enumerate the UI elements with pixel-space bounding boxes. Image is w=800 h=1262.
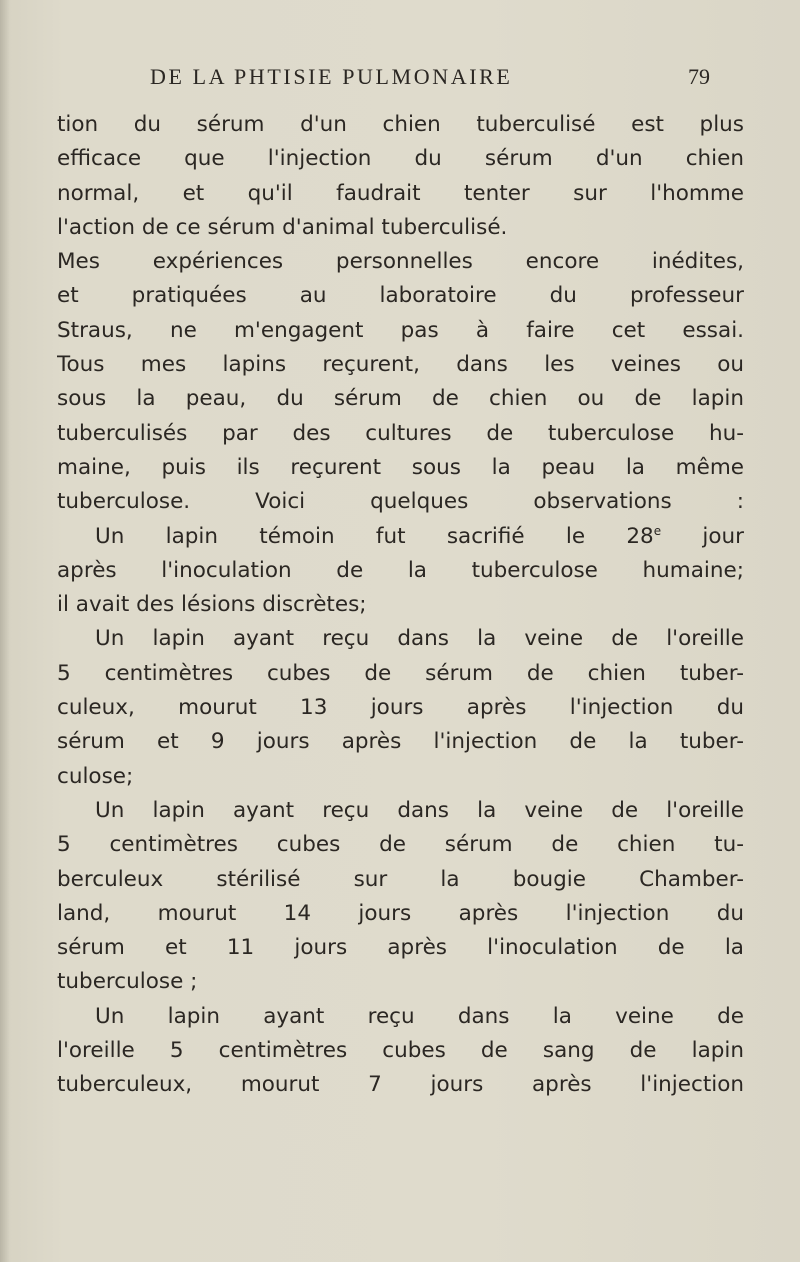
text-line: sérum et 11 jours après l'inoculation de la	[57, 935, 744, 961]
text-fragment: jour	[661, 523, 744, 549]
text-line: maine, puis ils reçurent sous la peau la même	[57, 454, 744, 480]
text-line: culeux, mourut 13 jours après l'injection du	[57, 695, 744, 721]
page-edge-shadow	[0, 0, 10, 1262]
text-line: Un lapin ayant reçu dans la veine de l'oreille	[95, 626, 744, 652]
text-line: après l'inoculation de la tuberculose humaine;	[57, 557, 744, 583]
text-line: Straus, ne m'engagent pas à faire cet essai.	[57, 317, 744, 343]
text-line: Un lapin ayant reçu dans la veine de	[95, 1003, 744, 1029]
text-line: sérum et 9 jours après l'injection de la tuber-	[57, 729, 744, 755]
text-line-with-superscript	[57, 520, 744, 554]
text-line: l'oreille 5 centimètres cubes de sang de lapin	[57, 1038, 744, 1064]
text-line: sous la peau, du sérum de chien ou de lapin	[57, 386, 744, 412]
text-line: 5 centimètres cubes de sérum de chien tu-	[57, 832, 744, 858]
text-line: Un lapin ayant reçu dans la veine de l'oreille	[95, 797, 744, 823]
text-line: tuberculeux, mourut 7 jours après l'injection	[57, 1072, 744, 1098]
text-line: il avait des lésions discrètes;	[57, 592, 367, 618]
text-line: et pratiquées au laboratoire du professeur	[57, 283, 744, 309]
text-line: Tous mes lapins reçurent, dans les veines ou	[57, 352, 744, 378]
page-header	[150, 64, 710, 94]
running-title: DE LA PHTISIE PULMONAIRE	[150, 64, 513, 89]
text-fragment: Un lapin témoin fut sacrifié le 28	[95, 523, 654, 549]
text-line: Mes expériences personnelles encore inédites,	[57, 249, 744, 275]
text-line: normal, et qu'il faudrait tenter sur l'homme	[57, 180, 744, 206]
text-line: l'action de ce sérum d'animal tuberculisé.	[57, 214, 508, 240]
text-line: culose;	[57, 763, 134, 789]
text-line: 5 centimètres cubes de sérum de chien tuber-	[57, 660, 744, 686]
text-line: berculeux stérilisé sur la bougie Chamber-	[57, 866, 744, 892]
superscript: e	[653, 523, 662, 538]
text-line: efficace que l'injection du sérum d'un chien	[57, 146, 744, 172]
text-line: tion du sérum d'un chien tuberculisé est plus	[57, 112, 744, 137]
text-line: tuberculose ;	[57, 969, 198, 995]
text-line: tuberculose. Voici quelques observations :	[57, 489, 744, 515]
text-line: tuberculisés par des cultures de tuberculose hu-	[57, 420, 744, 446]
body-text	[57, 108, 744, 1103]
text-line: land, mourut 14 jours après l'injection du	[57, 900, 744, 926]
page-number: 79	[688, 64, 710, 89]
